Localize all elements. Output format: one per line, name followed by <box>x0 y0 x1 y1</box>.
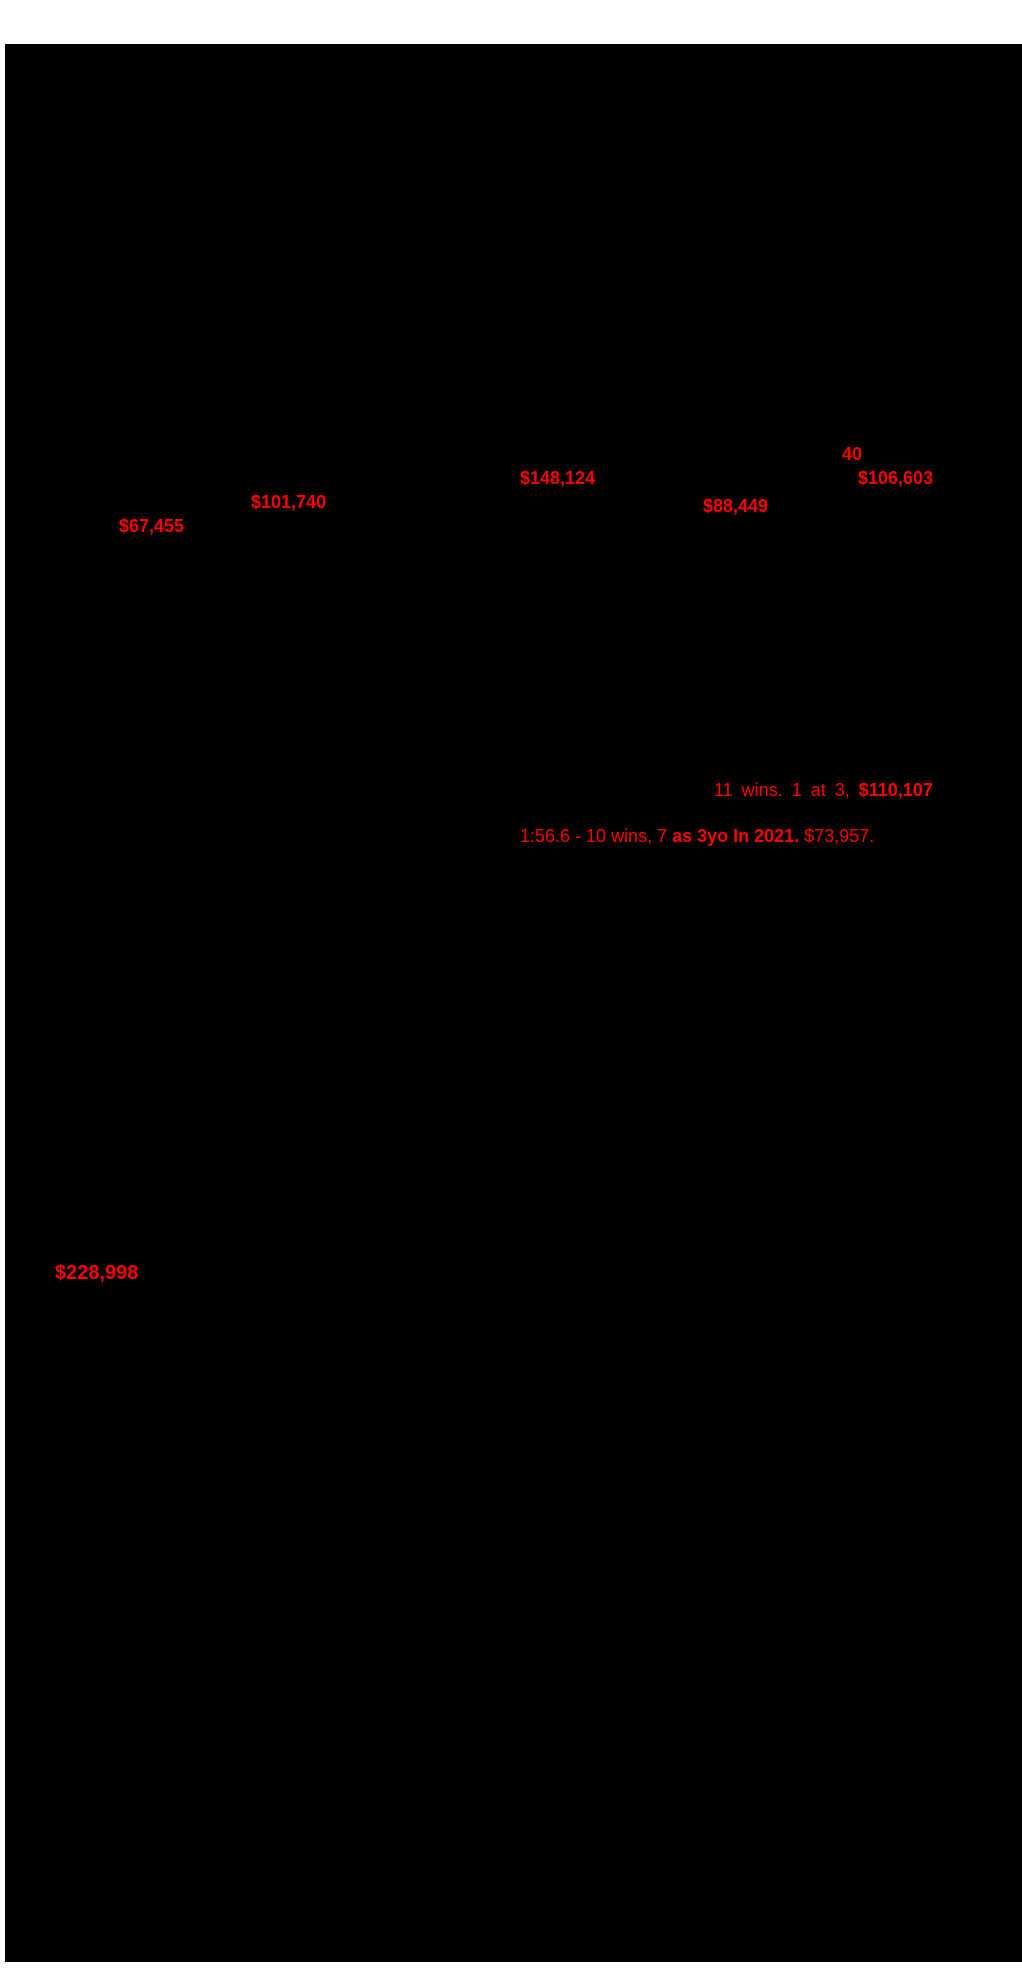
race-record-1-wins-text: 11 wins. 1 at 3, <box>714 780 859 800</box>
race-record-1-earnings: $110,107 <box>858 780 933 800</box>
earnings-67455: $67,455 <box>119 516 185 536</box>
race-record-2-time-wins-text: 1:56.6 - 10 wins, 7 <box>520 826 673 846</box>
document-page-black <box>5 44 1022 1962</box>
earnings-106603: $106,603 <box>858 468 934 488</box>
race-record-2-earnings: $73,957. <box>799 826 875 846</box>
earnings-148124: $148,124 <box>520 468 596 488</box>
earnings-88449: $88,449 <box>703 496 769 516</box>
earnings-228998: $228,998 <box>55 1262 139 1284</box>
race-record-line-2 <box>520 827 874 845</box>
race-record-line-1 <box>714 781 933 799</box>
earnings-101740: $101,740 <box>251 492 327 512</box>
race-record-2-3yo-highlight: as 3yo In 2021. <box>672 826 800 846</box>
stat-value-40: 40 <box>842 444 863 464</box>
